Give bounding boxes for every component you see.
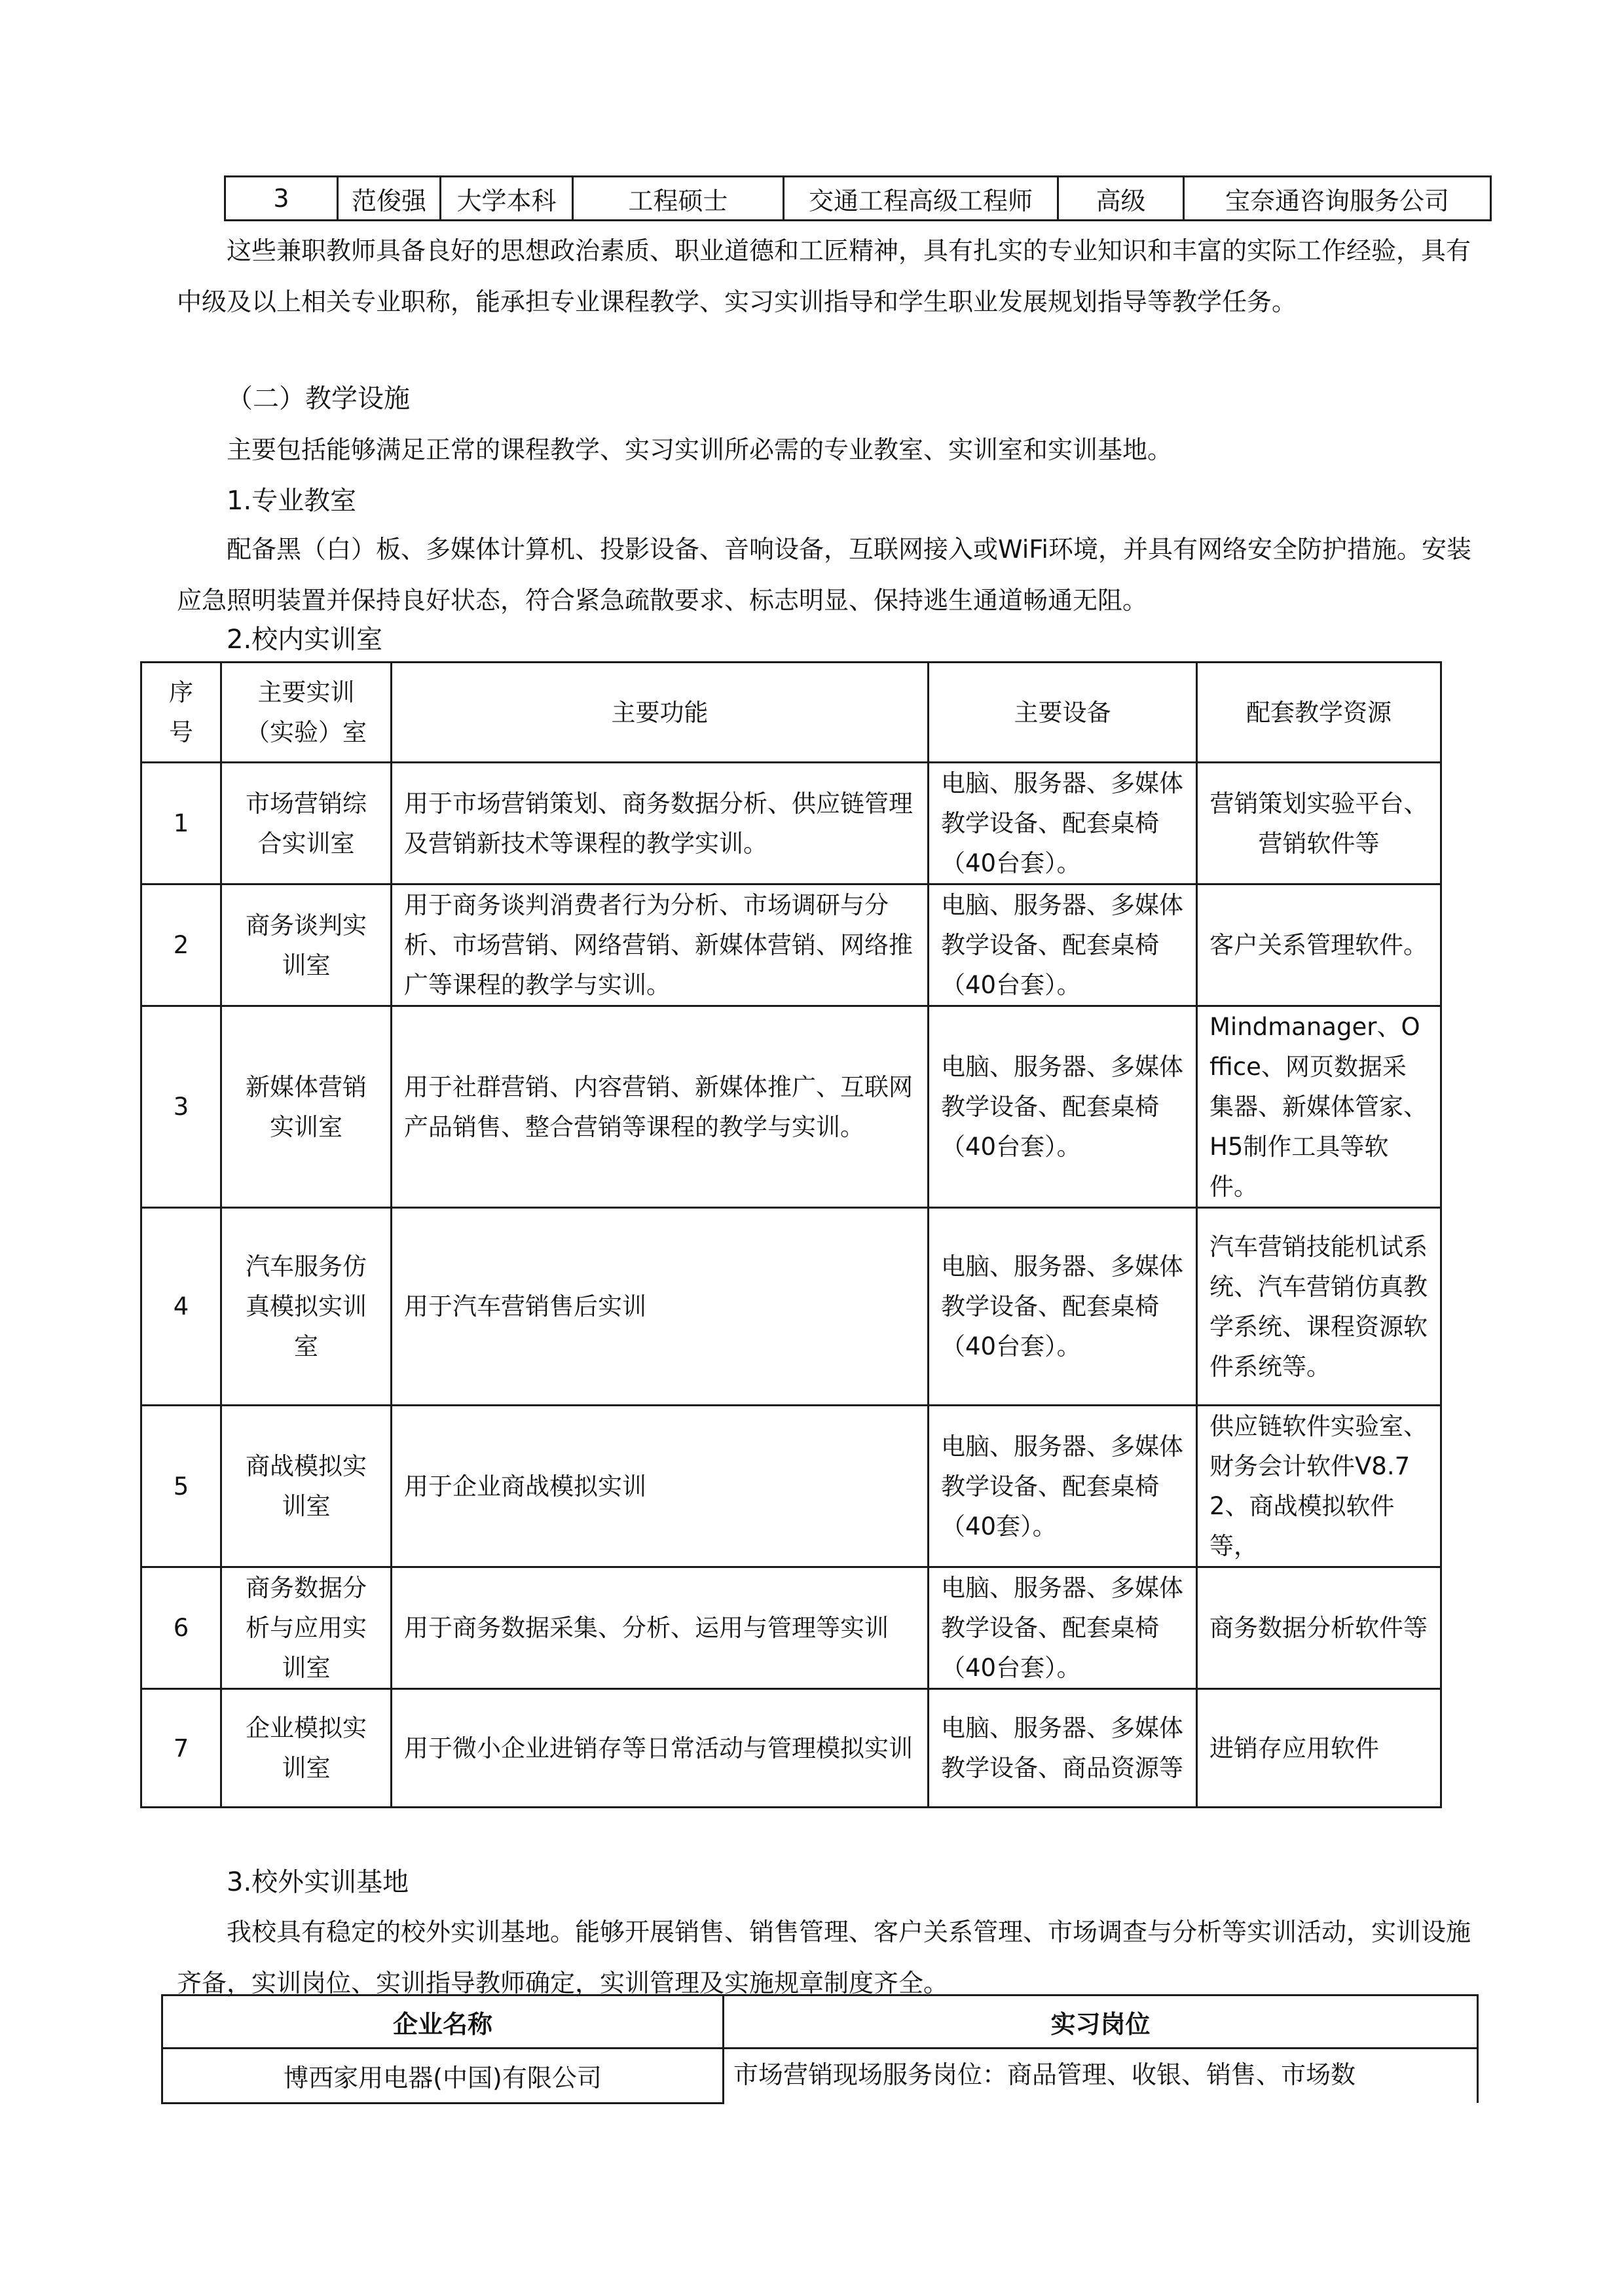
cell-resources: 进销存应用软件	[1197, 1689, 1441, 1808]
cell-room: 企业模拟实训室	[221, 1689, 392, 1808]
cell-room: 商战模拟实训室	[221, 1406, 392, 1567]
cell-function: 用于市场营销策划、商务数据分析、供应链管理及营销新技术等课程的教学实训。	[392, 763, 929, 884]
paragraph-facilities: 主要包括能够满足正常的课程教学、实习实训所必需的专业教室、实训室和实训基地。	[227, 435, 1173, 464]
header-function: 主要功能	[392, 663, 929, 763]
table-header-row	[141, 663, 1441, 763]
cell-function: 用于微小企业进销存等日常活动与管理模拟实训	[392, 1689, 929, 1808]
cell-resources: Mindmanager、Office、网页数据采集器、新媒体管家、H5制作工具等软件。	[1197, 1006, 1441, 1208]
cell-company: 博西家用电器(中国)有限公司	[162, 2049, 724, 2104]
table-row	[225, 177, 1491, 221]
table-row	[141, 1208, 1441, 1406]
header-equipment: 主要设备	[929, 663, 1197, 763]
table-row	[141, 1689, 1441, 1808]
table-row	[141, 1406, 1441, 1567]
cell-function: 用于汽车营销售后实训	[392, 1208, 929, 1406]
heading-facilities: （二）教学设施	[227, 384, 410, 414]
cell-no: 4	[141, 1208, 221, 1406]
cell-no: 1	[141, 763, 221, 884]
teacher-level: 高级	[1058, 177, 1184, 221]
lab-table	[140, 661, 1442, 1808]
cell-room: 商务数据分析与应用实训室	[221, 1567, 392, 1689]
cell-no: 2	[141, 884, 221, 1006]
cell-resources: 客户关系管理软件。	[1197, 884, 1441, 1006]
cell-resources: 供应链软件实验室、财务会计软件V8.72、商战模拟软件等，	[1197, 1406, 1441, 1567]
cell-no: 6	[141, 1567, 221, 1689]
header-company: 企业名称	[162, 1995, 724, 2049]
paragraph-base: 我校具有稳定的校外实训基地。能够开展销售、销售管理、客户关系管理、市场调查与分析等实训活动，实训设施齐备，实训岗位、实训指导教师确定，实训管理及实施规章制度齐全。	[177, 1918, 1471, 1997]
header-room: 主要实训（实验）室	[221, 663, 392, 763]
cell-no: 5	[141, 1406, 221, 1567]
cell-equipment: 电脑、服务器、多媒体教学设备、商品资源等	[929, 1689, 1197, 1808]
cell-post: 市场营销现场服务岗位：商品管理、收银、销售、市场数	[724, 2049, 1478, 2104]
cell-equipment: 电脑、服务器、多媒体教学设备、配套桌椅（40台套）。	[929, 763, 1197, 884]
cell-function: 用于商务数据采集、分析、运用与管理等实训	[392, 1567, 929, 1689]
cell-equipment: 电脑、服务器、多媒体教学设备、配套桌椅（40台套）。	[929, 1208, 1197, 1406]
cell-equipment: 电脑、服务器、多媒体教学设备、配套桌椅（40台套）。	[929, 884, 1197, 1006]
paragraph-classroom: 配备黑（白）板、多媒体计算机、投影设备、音响设备，互联网接入或WiFi环境，并具有网络安全防护措施。安装应急照明装置并保持良好状态，符合紧急疏散要求、标志明显、保持逃生通道畅通无阻。	[177, 535, 1471, 615]
cell-resources: 汽车营销技能机试系统、汽车营销仿真教学系统、课程资源软件系统等。	[1197, 1208, 1441, 1406]
table-row	[141, 884, 1441, 1006]
teacher-no: 3	[225, 177, 338, 221]
cell-no: 3	[141, 1006, 221, 1208]
cell-function: 用于商务谈判消费者行为分析、市场调研与分析、市场营销、网络营销、新媒体营销、网络推广等课程的教学与实训。	[392, 884, 929, 1006]
cell-equipment: 电脑、服务器、多媒体教学设备、配套桌椅（40套）。	[929, 1406, 1197, 1567]
cell-function: 用于企业商战模拟实训	[392, 1406, 929, 1567]
cell-resources: 营销策划实验平台、营销软件等	[1197, 763, 1441, 884]
table-row	[141, 763, 1441, 884]
header-resources: 配套教学资源	[1197, 663, 1441, 763]
teacher-education: 大学本科	[441, 177, 573, 221]
teacher-name: 范俊强	[338, 177, 441, 221]
cell-equipment: 电脑、服务器、多媒体教学设备、配套桌椅（40台套）。	[929, 1006, 1197, 1208]
heading-classroom: 1.专业教室	[227, 486, 357, 516]
table-row	[141, 1006, 1441, 1208]
header-no: 序号	[141, 663, 221, 763]
cell-resources: 商务数据分析软件等	[1197, 1567, 1441, 1689]
table-row	[162, 2049, 1478, 2104]
heading-base: 3.校外实训基地	[227, 1867, 409, 1897]
cell-room: 新媒体营销实训室	[221, 1006, 392, 1208]
cell-function: 用于社群营销、内容营销、新媒体推广、互联网产品销售、整合营销等课程的教学与实训。	[392, 1006, 929, 1208]
cell-equipment: 电脑、服务器、多媒体教学设备、配套桌椅（40台套）。	[929, 1567, 1197, 1689]
paragraph-teachers: 这些兼职教师具备良好的思想政治素质、职业道德和工匠精神，具有扎实的专业知识和丰富的实际工作经验，具有中级及以上相关专业职称，能承担专业课程教学、实习实训指导和学生职业发展规划指导等教学任务。	[177, 236, 1471, 316]
header-post: 实习岗位	[724, 1995, 1478, 2049]
teacher-title: 交通工程高级工程师	[784, 177, 1058, 221]
company-table	[161, 1994, 1479, 2104]
teacher-employer: 宝奈通咨询服务公司	[1184, 177, 1491, 221]
cell-room: 汽车服务仿真模拟实训室	[221, 1208, 392, 1406]
cell-room: 市场营销综合实训室	[221, 763, 392, 884]
heading-lab: 2.校内实训室	[227, 625, 383, 655]
cell-room: 商务谈判实训室	[221, 884, 392, 1006]
cell-no: 7	[141, 1689, 221, 1808]
table-row	[141, 1567, 1441, 1689]
teacher-table	[224, 175, 1492, 221]
table-header-row	[162, 1995, 1478, 2049]
teacher-degree: 工程硕士	[573, 177, 784, 221]
